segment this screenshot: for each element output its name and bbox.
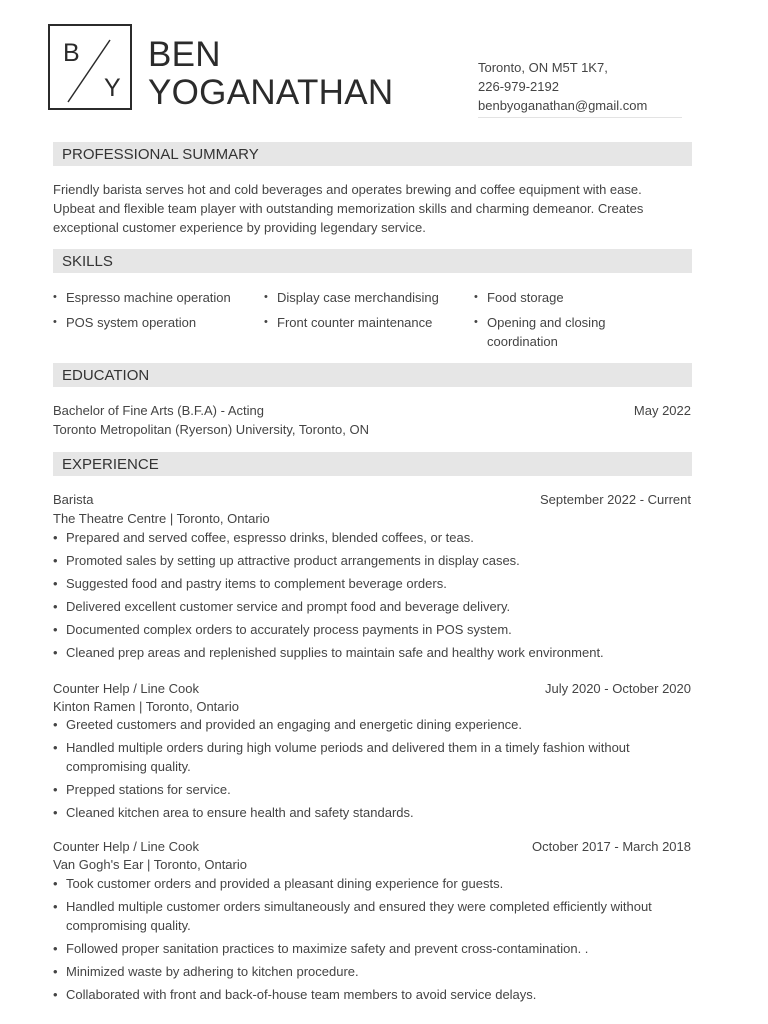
section-title: SKILLS <box>62 253 113 270</box>
candidate-name <box>148 36 393 112</box>
list-item: • Prepped stations for service. <box>53 780 653 799</box>
list-item: • Cleaned kitchen area to ensure health and safety standards. <box>53 803 653 822</box>
list-item: • Collaborated with front and back-of-house team members to avoid service delays. <box>53 985 673 1004</box>
section-header-experience <box>53 452 692 476</box>
job-role: Counter Help / Line Cook <box>53 839 199 854</box>
first-name: BEN <box>148 35 221 74</box>
list-item: • Promoted sales by setting up attractive product arrangements in display cases. <box>53 551 693 570</box>
job-header <box>53 490 691 509</box>
school: Toronto Metropolitan (Ryerson) University, Toronto, ON <box>53 422 369 437</box>
summary-line: Upbeat and flexible team player with outstanding memorization skills and charming demeanor. Creates <box>53 201 644 216</box>
list-item: • Delivered excellent customer service and prompt food and beverage delivery. <box>53 597 693 616</box>
list-item: • Documented complex orders to accurately process payments in POS system. <box>53 620 693 639</box>
list-item: • Took customer orders and provided a pleasant dining experience for guests. <box>53 874 673 893</box>
job-employer: Kinton Ramen | Toronto, Ontario <box>53 699 239 714</box>
section-header-education <box>53 363 692 387</box>
job-bullets <box>53 715 653 826</box>
resume-page: B Y BEN YOGANATHAN Toronto, ON M5T 1K7, 226-979-2192 benbyoganathan@gmail.com PROFESSIONAL SUMMARY Friendly barista serves hot and cold beverages and operates brewing and coffee equipment with ease. Upbeat and flexible team player with outstanding memorization skills and charming demeanor. Creates exceptional customer experience by providing legendary service. SKILLS • Espresso machine operation • Display case merchandising • Food storage • POS system operation • Front counter maintenance • Opening and closing coordination EDUCATION Bachelor of Fine Arts (B.F.A) - Acting May 2022 Toronto Metropolitan (Ryerson) University, Toronto, ON EXPERIENCE Barista September 2022 - Current The Theatre Centre | Toronto, Ontario • Prepared and served coffee, espresso drinks, blended coffees, or teas. • Promoted sales by setting up attractive product arrangements in display cases. • Suggested food and pastry items to complement beverage orders. • Delivered excellent customer service and prompt food and beverage delivery. • Documented complex orders to accurately process payments in POS system. • Cleaned prep areas and replenished supplies to maintain safe and healthy work environment. Counter Help / Line Cook July 2020 - October 2020 Kinton Ramen | Toronto, Ontario • Greeted customers and provided an engaging and energetic dining experience. • Handled multiple orders during high volume periods and delivered them in a timely fashion without compromising quality. • Prepped stations for service. • Cleaned kitchen area to ensure health and safety standards. Counter Help / Line Cook October 2017 - March 2018 Van Gogh's Ear | Toronto, Ontario • Took customer orders and provided a pleasant dining experience for guests. • Handled multiple customer orders simultaneously and ensured they were completed efficiently without compromising quality. • Followed proper sanitation practices to maximize safety and prevent cross-contamination. . • Minimized waste by adhering to kitchen procedure. • Collaborated with front and back-of-house team members to avoid service delays. <box>0 0 768 1024</box>
job-employer: The Theatre Centre | Toronto, Ontario <box>53 511 270 526</box>
job-header <box>53 679 691 698</box>
job-role: Counter Help / Line Cook <box>53 681 199 696</box>
list-item: • Handled multiple orders during high volume periods and delivered them in a timely fashion without compromising quality. <box>53 738 653 776</box>
address: Toronto, ON M5T 1K7, <box>478 60 608 75</box>
list-item: • Greeted customers and provided an engaging and energetic dining experience. <box>53 715 653 734</box>
section-header-skills <box>53 249 692 273</box>
email: benbyoganathan@gmail.com <box>478 98 648 113</box>
section-title: EXPERIENCE <box>62 456 159 473</box>
summary-line: exceptional customer experience by providing legendary service. <box>53 220 426 235</box>
monogram-initial-b: B <box>63 39 80 67</box>
job-dates: September 2022 - Current <box>539 492 691 507</box>
monogram-initial-y: Y <box>104 74 121 102</box>
degree: Bachelor of Fine Arts (B.F.A) - Acting <box>53 403 264 418</box>
last-name: YOGANATHAN <box>148 73 394 112</box>
job-bullets <box>53 528 693 666</box>
summary-text <box>53 180 698 237</box>
job-bullets <box>53 874 673 1008</box>
contact-info <box>478 58 682 118</box>
section-title: PROFESSIONAL SUMMARY <box>62 146 259 163</box>
list-item: • Prepared and served coffee, espresso drinks, blended coffees, or teas. <box>53 528 693 547</box>
list-item: • Followed proper sanitation practices to maximize safety and prevent cross-contamination. . <box>53 939 673 958</box>
job-dates: July 2020 - October 2020 <box>545 681 691 696</box>
education-date: May 2022 <box>633 403 691 418</box>
monogram-logo <box>48 24 132 110</box>
list-item: • Handled multiple customer orders simultaneously and ensured they were completed efficiently without compromising quality. <box>53 897 673 935</box>
summary-line: Friendly barista serves hot and cold beverages and operates brewing and coffee equipment with ease. <box>53 182 642 197</box>
job-employer: Van Gogh's Ear | Toronto, Ontario <box>53 857 247 872</box>
job-dates: October 2017 - March 2018 <box>532 839 691 854</box>
education-degree-row <box>53 401 691 420</box>
job-role: Barista <box>53 492 94 507</box>
phone: 226-979-2192 <box>478 79 559 94</box>
section-header-summary <box>53 142 692 166</box>
job-header <box>53 837 691 856</box>
list-item: • Suggested food and pastry items to complement beverage orders. <box>53 574 693 593</box>
list-item: • Minimized waste by adhering to kitchen procedure. <box>53 962 673 981</box>
section-title: EDUCATION <box>62 367 150 384</box>
list-item: • Cleaned prep areas and replenished supplies to maintain safe and healthy work environment. <box>53 643 693 662</box>
